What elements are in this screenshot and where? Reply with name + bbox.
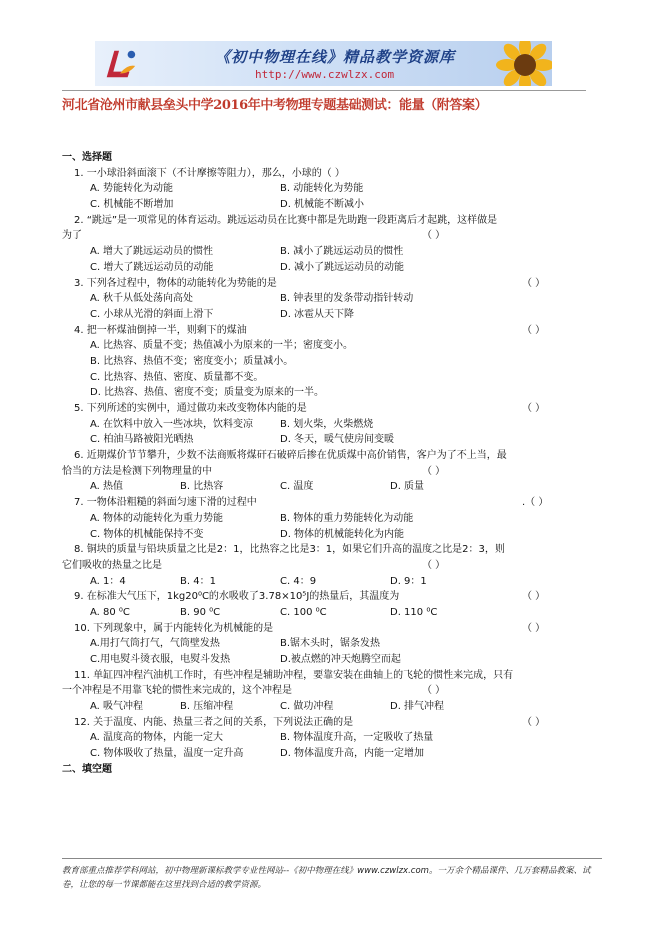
option-row	[62, 746, 602, 762]
option-text: C.用电熨斗烫衣服，电熨斗发热	[90, 654, 231, 665]
sunflower-icon	[490, 41, 552, 86]
question-list	[62, 150, 602, 778]
option-row	[62, 479, 602, 495]
option-text: D. 9：1	[390, 575, 427, 587]
page-footer: 教育部重点推荐学科网站，初中物理新课标教学专业性网站--《初中物理在线》www.czwlzx.com。一万余个精品课件、几万套精品教案、试卷，让您的每一节课都能在这里找到合适的教学资源。	[62, 866, 591, 890]
option-row	[62, 291, 602, 307]
question-text: 12. 关于温度、内能、热量三者之间的关系，下列说法正确的是	[74, 716, 354, 728]
option-text: D. 冬天，暖气使房间变暖	[280, 434, 395, 446]
answer-bracket: （ ）	[422, 685, 446, 697]
question-text: 9. 在标准大气压下，1kg20⁰C的水吸收了3.78×10⁵J的热量后，其温度为	[74, 591, 400, 603]
question-stem	[62, 166, 602, 182]
question-text: 10. 下列现象中，属于内能转化为机械能的是	[74, 622, 274, 634]
option-row	[62, 730, 602, 746]
question-text: 它们吸收的热量之比是	[62, 559, 162, 571]
option-text: A. 80 ⁰C	[90, 606, 130, 618]
option-text: D. 110 ⁰C	[390, 606, 438, 618]
option-text: A. 物体的动能转化为重力势能	[90, 512, 224, 524]
document-title: 河北省沧州市献县垒头中学2016年中考物理专题基础测试：能量（附答案）	[62, 98, 488, 113]
option-text: A. 吸气冲程	[90, 701, 144, 713]
question-stem	[62, 323, 602, 339]
option-text: D. 物体温度升高，内能一定增加	[280, 748, 425, 760]
option-row	[62, 307, 602, 323]
option-text: D. 机械能不断减小	[280, 199, 365, 211]
option-text: D. 冰雹从天下降	[280, 308, 355, 320]
option-text: B. 减小了跳远运动员的惯性	[280, 246, 404, 258]
site-logo-icon	[101, 45, 139, 83]
question-text: 7. 一物体沿粗糙的斜面匀速下滑的过程中	[74, 497, 257, 509]
option-row	[62, 354, 602, 370]
option-text: B.锯木头时，锯条发热	[280, 638, 381, 650]
question-stem	[62, 558, 602, 574]
option-text: C. 100 ⁰C	[280, 606, 327, 618]
option-text: B. 物体的重力势能转化为动能	[280, 512, 414, 524]
option-text: D. 减小了跳远运动员的动能	[280, 261, 405, 273]
option-text: C. 柏油马路被阳光晒热	[90, 434, 194, 446]
question-text: 6. 近期煤价节节攀升，少数不法商贩将煤矸石破碎后掺在优质煤中高价销售，客户为了不上当，最	[74, 450, 507, 462]
banner-url[interactable]: http://www.czwlzx.com	[255, 68, 395, 81]
option-text: A. 在饮料中放入一些冰块，饮料变凉	[90, 418, 254, 430]
question-stem	[62, 464, 602, 480]
option-text: B. 划火柴，火柴燃烧	[280, 418, 374, 430]
question-stem	[62, 448, 602, 464]
option-text: C. 温度	[280, 481, 314, 493]
question-text: 4. 把一杯煤油倒掉一半，则剩下的煤油	[74, 324, 247, 336]
question-text: 11. 单缸四冲程汽油机工作时，有些冲程是辅助冲程，要靠安装在曲轴上的飞轮的惯性来完成，只有	[74, 669, 514, 681]
question-stem	[62, 495, 602, 511]
question-stem	[62, 401, 602, 417]
answer-bracket: （ ）	[522, 277, 546, 289]
option-row	[62, 385, 602, 401]
answer-bracket: （ ）	[422, 559, 446, 571]
question-text: 2. “跳远”是一项常见的体育运动。跳远运动员在比赛中都是先助跑一段距离后才起跳，这样做是	[74, 214, 498, 226]
option-row	[62, 574, 602, 590]
question-text: 1. 一小球沿斜面滚下（不计摩擦等阻力），那么，小球的（ ）	[74, 167, 345, 179]
option-row	[62, 338, 602, 354]
section-heading-fill: 二、填空题	[62, 763, 112, 775]
question-stem	[62, 683, 602, 699]
option-text: A. 热值	[90, 481, 124, 493]
option-row	[62, 527, 602, 543]
option-text: B. 物体温度升高，一定吸收了热量	[280, 732, 434, 744]
question-stem	[62, 276, 602, 292]
option-text: C. 机械能不断增加	[90, 199, 174, 211]
option-row	[62, 260, 602, 276]
option-text: C. 小球从光滑的斜面上滑下	[90, 308, 214, 320]
option-text: D. 比热容、热值、密度不变；质量变为原来的一半。	[90, 387, 325, 399]
question-text: 一个冲程是不用靠飞轮的惯性来完成的，这个冲程是	[62, 685, 292, 697]
question-stem	[62, 228, 602, 244]
option-text: C. 物体的机械能保持不变	[90, 528, 204, 540]
option-row	[62, 432, 602, 448]
option-text: B. 比热容、热值不变；密度变小；质量减小。	[90, 355, 294, 367]
option-text: B. 90 ⁰C	[180, 606, 221, 618]
option-row	[62, 181, 602, 197]
question-text: 恰当的方法是检测下列物理量的中	[62, 465, 212, 477]
option-text: A. 温度高的物体，内能一定大	[90, 732, 224, 744]
question-stem	[62, 542, 602, 558]
option-row	[62, 197, 602, 213]
answer-bracket: （ ）	[522, 622, 546, 634]
answer-bracket: （ ）	[422, 465, 446, 477]
option-text: D. 质量	[390, 481, 425, 493]
question-text: 5. 下列所述的实例中，通过做功来改变物体内能的是	[74, 403, 307, 414]
answer-bracket: （ ）	[522, 324, 546, 336]
option-text: A. 增大了跳远运动员的惯性	[90, 246, 214, 258]
question-stem	[62, 668, 602, 684]
option-row	[62, 652, 602, 668]
option-text: B. 4：1	[180, 575, 216, 587]
section-heading-choice: 一、选择题	[62, 152, 112, 163]
question-stem	[62, 715, 602, 731]
answer-bracket: （ ）	[522, 591, 546, 603]
option-row	[62, 605, 602, 621]
option-text: A. 1：4	[90, 575, 126, 587]
option-text: B. 比热容	[180, 481, 224, 493]
option-text: C. 增大了跳远运动员的动能	[90, 261, 214, 273]
option-text: D. 物体的机械能转化为内能	[280, 528, 405, 540]
option-text: B. 钟表里的发条带动指针转动	[280, 293, 414, 305]
option-row	[62, 244, 602, 260]
option-text: A. 势能转化为动能	[90, 183, 174, 195]
option-row	[62, 699, 602, 715]
question-text: 3. 下列各过程中，物体的动能转化为势能的是	[74, 277, 277, 289]
answer-bracket: （ ）	[422, 230, 446, 242]
option-text: C. 物体吸收了热量，温度一定升高	[90, 748, 244, 760]
question-stem	[62, 213, 602, 229]
footer-rule	[62, 858, 602, 859]
option-text: A.用打气筒打气，气筒壁发热	[90, 638, 220, 650]
option-row	[62, 370, 602, 386]
option-text: A. 比热容、质量不变；热值减小为原来的一半；密度变小。	[90, 340, 354, 352]
option-text: C. 比热容、热值、密度、质量都不变。	[90, 371, 264, 383]
question-text: 为了	[62, 230, 82, 242]
option-row	[62, 511, 602, 527]
option-text: C. 4：9	[280, 575, 317, 587]
option-text: D.被点燃的冲天炮腾空而起	[280, 654, 401, 665]
option-text: B. 动能转化为势能	[280, 183, 364, 195]
header-banner	[95, 41, 552, 86]
option-row	[62, 636, 602, 652]
answer-bracket: .（ ）	[522, 497, 549, 509]
answer-bracket: （ ）	[522, 403, 546, 414]
option-text: D. 排气冲程	[390, 701, 445, 713]
banner-title: 《初中物理在线》精品教学资源库	[215, 48, 456, 66]
option-row	[62, 417, 602, 433]
question-text: 8. 铜块的质量与铅块质量之比是2：1，比热容之比是3：1，如果它们升高的温度之比是2：3，则	[74, 544, 505, 556]
question-stem	[62, 621, 602, 637]
header-rule	[62, 90, 586, 91]
question-stem	[62, 589, 602, 605]
answer-bracket: （ ）	[522, 716, 546, 728]
option-text: B. 压缩冲程	[180, 701, 234, 713]
option-text: A. 秋千从低处荡向高处	[90, 293, 194, 305]
option-text: C. 做功冲程	[280, 701, 334, 713]
